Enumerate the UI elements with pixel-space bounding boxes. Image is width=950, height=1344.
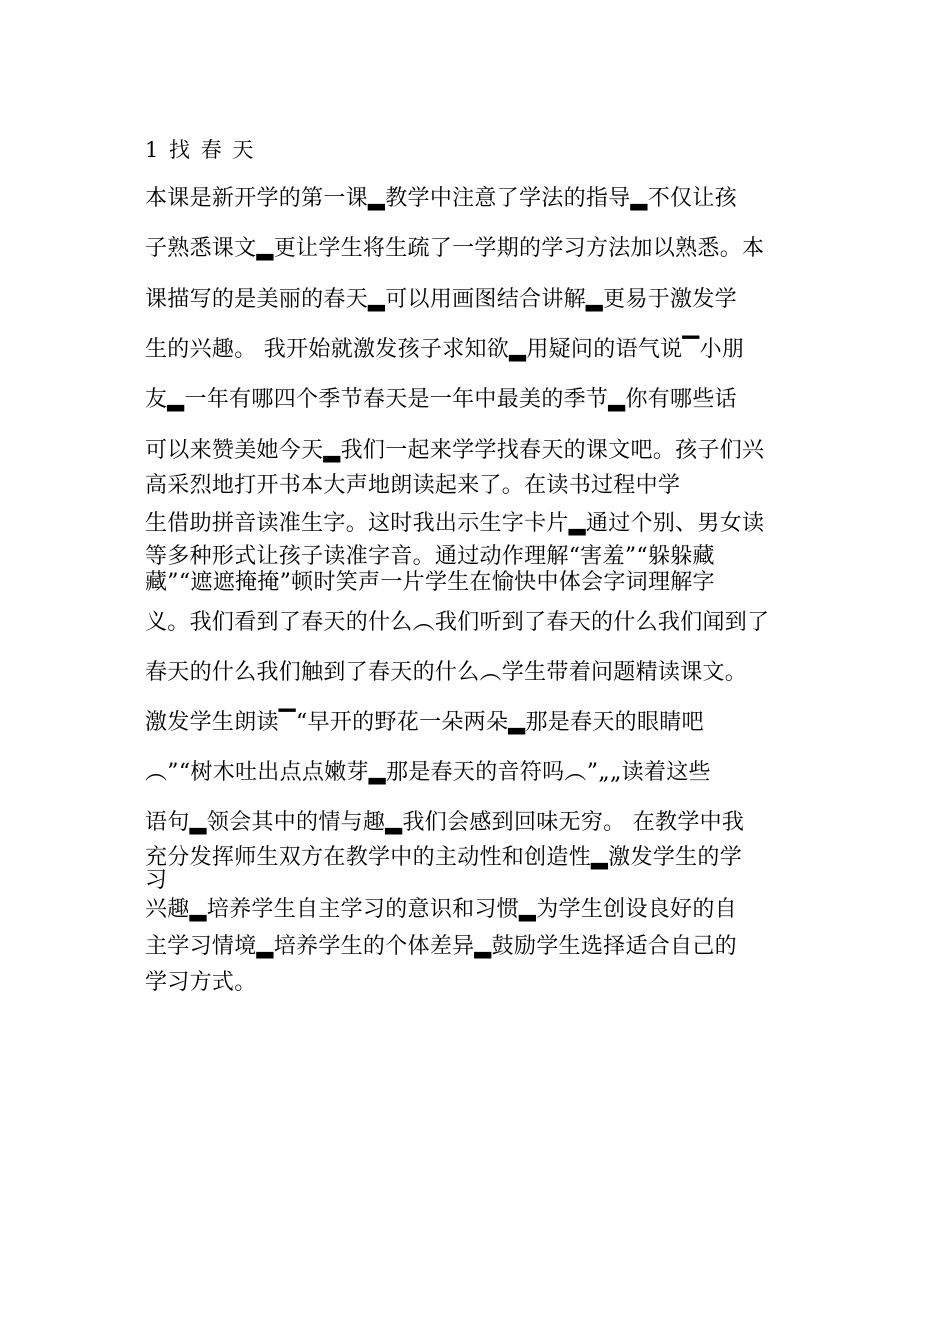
paragraph-line: 主学习情境▂培养学生的个体差异▂鼓励学生选择适合自己的 <box>145 934 737 959</box>
paragraph-line: 激发学生朗读▔“早开的野花一朵两朵▂那是春天的眼睛吧 <box>145 710 704 735</box>
paragraph-line: 义。我们看到了春天的什么︵我们听到了春天的什么我们闻到了 <box>145 610 770 635</box>
paragraph-line: 可以来赞美她今天▂我们一起来学学找春天的课文吧。孩子们兴 <box>145 438 765 463</box>
paragraph-line: 兴趣▂培养学生自主学习的意识和习惯▂为学生创设良好的自 <box>145 897 737 922</box>
paragraph-line: 生的兴趣。 我开始就激发孩子求知欲▂用疑问的语气说▔小朋 <box>145 337 745 362</box>
paragraph-line: 等多种形式让孩子读准字音。通过动作理解“害羞”“躲躲藏 <box>145 544 715 569</box>
paragraph-line: 语句▂领会其中的情与趣▂我们会感到回味无穷。 在教学中我 <box>145 810 745 835</box>
paragraph-line: ︵”“树木吐出点点嫩芽▂那是春天的音符吗︵”„„读着这些 <box>145 760 711 785</box>
document-title: 1 找 春 天 <box>145 138 256 162</box>
paragraph-line: 本课是新开学的第一课▂教学中注意了学法的指导▂不仅让孩 <box>145 186 737 211</box>
paragraph-line: 藏”“遮遮掩掩”顿时笑声一片学生在愉快中体会字词理解字 <box>145 570 715 595</box>
paragraph-line: 友▂一年有哪四个季节春天是一年中最美的季节▂你有哪些话 <box>145 387 737 412</box>
paragraph-line: 学习方式。 <box>145 970 257 995</box>
paragraph-line: 子熟悉课文▂更让学生将生疏了一学期的学习方法加以熟悉。本 <box>145 236 765 261</box>
paragraph-line: 课描写的是美丽的春天▂可以用画图结合讲解▂更易于激发学 <box>145 287 737 312</box>
paragraph-line: 生借助拼音读准生字。这时我出示生字卡片▂通过个别、男女读 <box>145 511 765 536</box>
paragraph-line: 习 <box>145 868 168 893</box>
paragraph-line: 充分发挥师生双方在教学中的主动性和创造性▂激发学生的学 <box>145 845 743 870</box>
paragraph-line: 春天的什么我们触到了春天的什么︵学生带着问题精读课文。 <box>145 660 748 685</box>
paragraph-line: 高采烈地打开书本大声地朗读起来了。在读书过程中学 <box>145 473 681 498</box>
